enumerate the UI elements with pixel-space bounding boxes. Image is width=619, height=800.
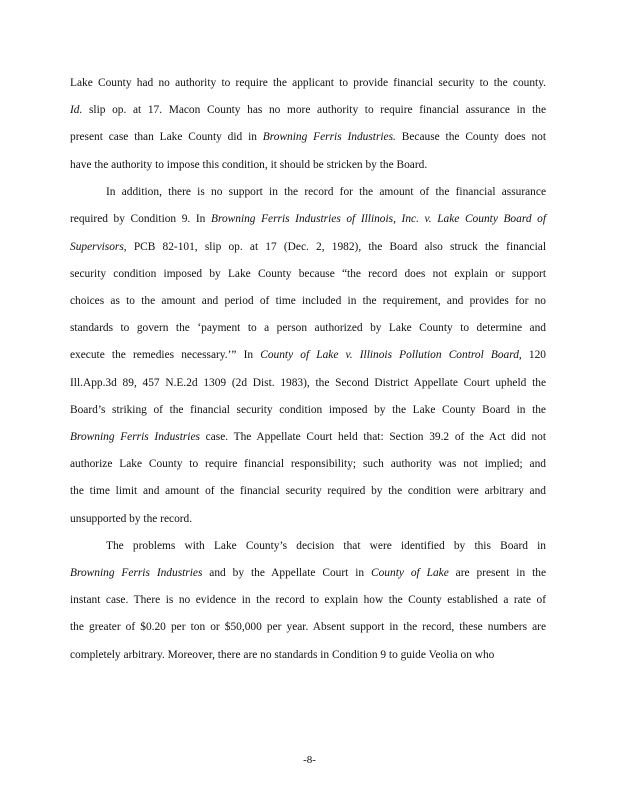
text-line: choices as to the amount and period of time included in the requirement, and provides for no bbox=[70, 295, 546, 307]
text-line: execute the remedies necessary.’” In County of Lake v. Illinois Pollution Control Board, 120 bbox=[70, 349, 547, 361]
text-line: Browning Ferris Industries case. The Appellate Court held that: Section 39.2 of the Act did not bbox=[70, 431, 546, 443]
text-line: have the authority to impose this condition, it should be stricken by the Board. bbox=[70, 159, 428, 171]
text-line: The problems with Lake County’s decision that were identified by this Board in bbox=[106, 540, 546, 552]
text-line: standards to govern the ‘payment to a person authorized by Lake County to determine and bbox=[70, 322, 546, 334]
text-line: instant case. There is no evidence in the record to explain how the County established a rate of bbox=[70, 594, 546, 606]
text-line: security condition imposed by Lake County because “the record does not explain or support bbox=[70, 268, 546, 280]
text-line: In addition, there is no support in the record for the amount of the financial assurance bbox=[106, 186, 546, 198]
text-line: Board’s striking of the financial security condition imposed by the Lake County Board in the bbox=[70, 404, 546, 416]
text-line: authorize Lake County to require financial responsibility; such authority was not implied; and bbox=[70, 458, 546, 470]
text-line: the time limit and amount of the financial security required by the condition were arbitrary and bbox=[70, 485, 546, 497]
text-line: Id. slip op. at 17. Macon County has no more authority to require financial assurance in the bbox=[70, 104, 546, 116]
page-number: -8- bbox=[303, 754, 316, 766]
text-line: present case than Lake County did in Browning Ferris Industries. Because the County does not bbox=[70, 131, 547, 143]
text-line: completely arbitrary. Moreover, there are no standards in Condition 9 to guide Veolia on who bbox=[70, 649, 495, 661]
text-line: the greater of $0.20 per ton or $50,000 per year. Absent support in the record, these numbers are bbox=[70, 621, 546, 633]
text-line: required by Condition 9. In Browning Ferris Industries of Illinois, Inc. v. Lake County Board of bbox=[70, 213, 546, 225]
text-line: Browning Ferris Industries and by the Appellate Court in County of Lake are present in the bbox=[70, 567, 547, 579]
text-line: Ill.App.3d 89, 457 N.E.2d 1309 (2d Dist. 1983), the Second District Appellate Court upheld the bbox=[70, 377, 546, 389]
text-line: unsupported by the record. bbox=[70, 513, 193, 525]
text-line: Lake County had no authority to require the applicant to provide financial security to the county. bbox=[70, 77, 546, 89]
text-line: Supervisors, PCB 82-101, slip op. at 17 (Dec. 2, 1982), the Board also struck the financial bbox=[70, 241, 546, 253]
